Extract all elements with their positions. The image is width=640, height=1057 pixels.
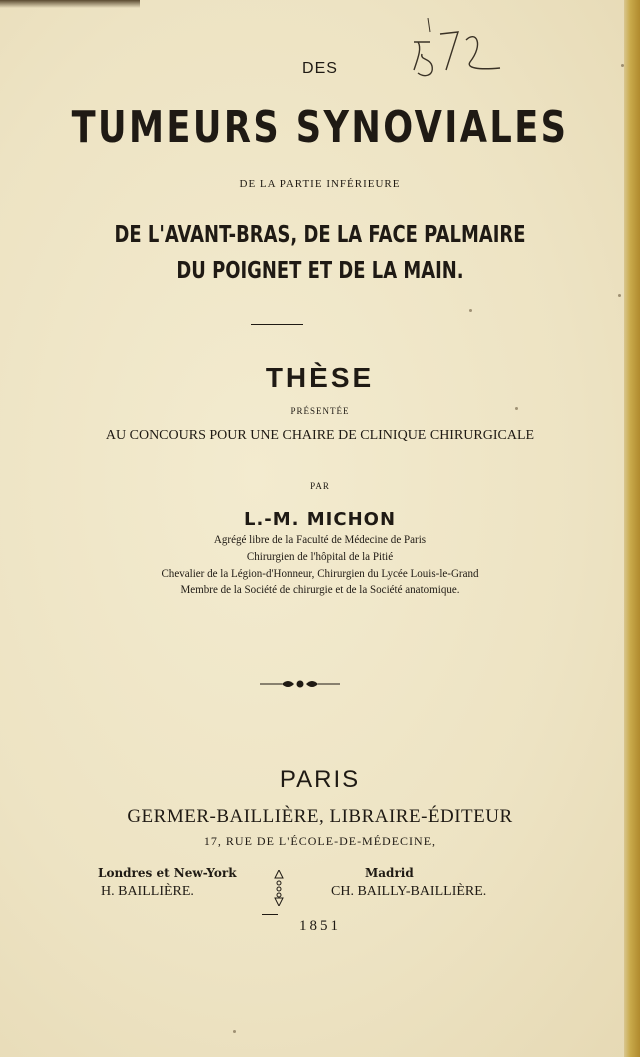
paper-speck	[515, 407, 518, 410]
credential-line: Agrégé libre de la Faculté de Médecine de Paris	[213, 532, 427, 546]
branch-name-right: CH. BAILLY-BAILLIÈRE.	[331, 884, 487, 899]
title-prefix: DES	[302, 60, 338, 77]
by-label: PAR	[310, 481, 330, 491]
divider-rule	[251, 324, 303, 325]
competition-line: AU CONCOURS POUR UNE CHAIRE DE CLINIQUE CHIRURGICALE	[105, 428, 535, 443]
fleuron-icon	[271, 870, 287, 906]
ornament-divider	[260, 677, 340, 691]
credential-line: Chirurgien de l'hôpital de la Pitié	[246, 549, 394, 563]
subtitle-line-3: DU POIGNET ET DE LA MAIN.	[176, 258, 464, 284]
publisher-name: GERMER-BAILLIÈRE, LIBRAIRE-ÉDITEUR	[127, 806, 513, 827]
publisher-address: 17, RUE DE L'ÉCOLE-DE-MÉDECINE,	[203, 834, 437, 848]
branch-city-left: Londres et New-York	[98, 866, 237, 880]
paper-speck	[618, 294, 621, 297]
small-rule	[262, 914, 278, 915]
page-shadow	[0, 0, 140, 8]
presented-label: PRÉSENTÉE	[290, 406, 350, 416]
credential-line: Membre de la Société de chirurgie et de la Société anatomique.	[180, 582, 460, 596]
imprint-city: PARIS	[279, 766, 361, 793]
subtitle-line-1: DE LA PARTIE INFÉRIEURE	[239, 178, 401, 190]
branch-name-left: H. BAILLIÈRE.	[101, 884, 194, 899]
thesis-label: THÈSE	[265, 362, 375, 393]
credential-line: Chevalier de la Légion-d'Honneur, Chirurgien du Lycée Louis-le-Grand	[161, 566, 479, 580]
main-title: TUMEURS SYNOVIALES	[71, 102, 569, 153]
paper-speck	[621, 64, 624, 67]
author-name: L.-M. MICHON	[243, 509, 397, 530]
paper-speck	[469, 309, 472, 312]
publication-year: 1851	[299, 918, 341, 934]
paper-speck	[233, 1030, 236, 1033]
subtitle-line-2: DE L'AVANT-BRAS, DE LA FACE PALMAIRE	[114, 222, 526, 248]
branch-city-right: Madrid	[365, 866, 414, 880]
